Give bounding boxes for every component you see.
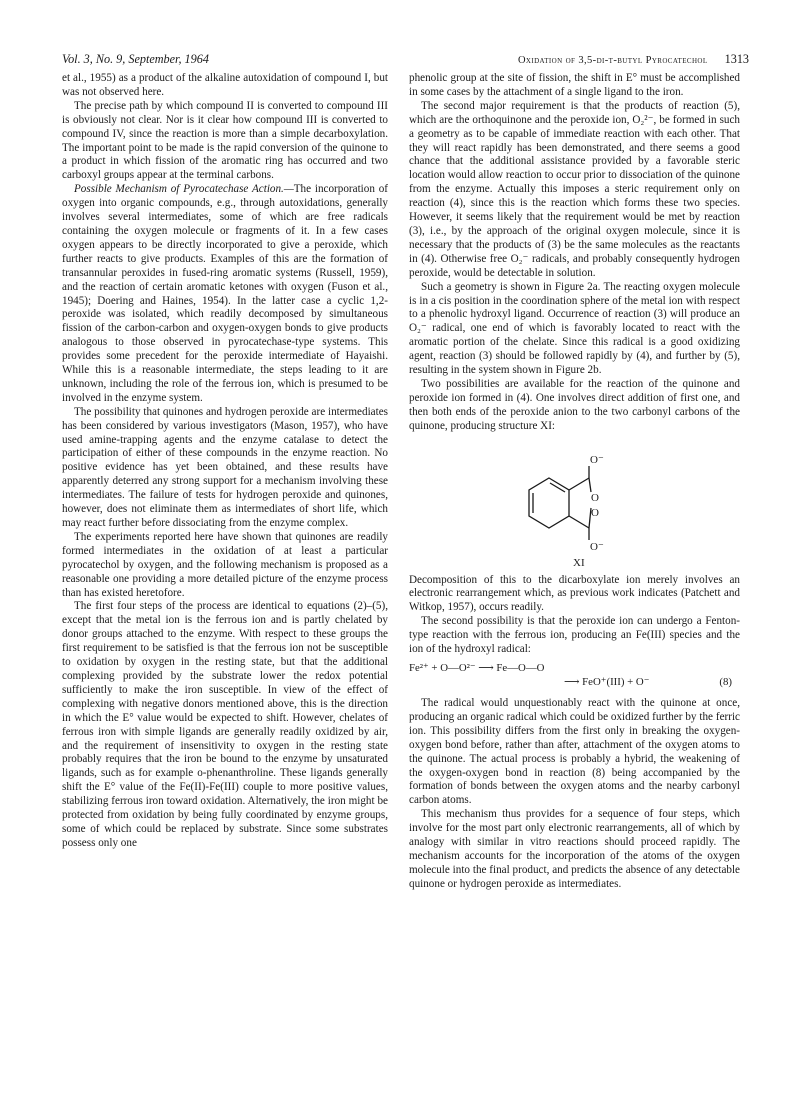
page-number: 1313	[724, 52, 749, 66]
paragraph: The experiments reported here have shown that quinones are readily formed intermediates in the oxidation of at least a particular pyrocatechol by oxygen, and the following mechanism is proposed as a reasonable one providing a more detailed picture of the enzyme process than has existed heretofore.	[62, 530, 388, 599]
right-column	[409, 72, 740, 892]
structure-xi-figure	[409, 438, 740, 570]
ring-oxygen-label: O	[591, 506, 599, 519]
equation-line: ⟶ FeO⁺(III) + O⁻	[564, 676, 650, 688]
paragraph: The possibility that quinones and hydrogen peroxide are intermediates has been considered by various investigators (Mason, 1957), who have used amine-trapping agents and the enzyme catalase to detect the participation of either of these compounds in the enzyme reaction. No positive evidence has yet been obtained, and these results have apparently deterred any strong support for a mechanism involving these intermediates. The failure of tests for hydrogen peroxide and quinones, however, does not eliminate them as intermediates of short life, which may react further before dissociating from the enzyme complex.	[62, 405, 388, 529]
running-header	[62, 52, 749, 70]
paragraph: The radical would unquestionably react with the quinone at once, producing an organic radical which could be oxidized further by the ferric ion. This possibility differs from the first only in breaking the oxygen-oxygen bond before, rather than after, attachment of the oxygen atoms to the quinone. The actual process is probably a hybrid, the weakening of the oxygen-oxygen bond in reaction (8) being accompanied by the formation of bonds between the oxygen atoms and the nearby carbonyl carbon atoms.	[409, 697, 740, 807]
paragraph: This mechanism thus provides for a sequence of four steps, which involve for the most part only electronic rearrangements, all of which by analogy with similar in vitro reactions should proceed rapidly. The mechanism accounts for the incorporation of the atoms of the oxygen molecule into the final product, and predicts the absence of any detectable quinone or hydrogen peroxide as intermediates.	[409, 808, 740, 890]
paragraph: Decomposition of this to the dicarboxylate ion merely involves an electronic rearrangement which, as previous work indicates (Patchett and Witkop, 1957), occurs readily.	[409, 573, 740, 614]
running-title: Oxidation of 3,5-di-t-butyl Pyrocatechol	[517, 55, 708, 66]
header-right	[518, 52, 749, 67]
paragraph-text: The incorporation of oxygen into organic compounds, e.g., through autoxidations, generally involves several intermediates, some of which are free radicals containing the oxygen molecule or fragments of it. In a few cases oxygen appears to be directly incorporated to give a peroxide, which further reacts to give products. Examples of this are the formation of transannular peroxides in fused-ring aromatic systems (Russell, 1959), and the reaction of certain aromatic ketones with oxygen (Fuson et al., 1945); Doering and Haines, 1954). In the latter case a cyclic 1,2-peroxide was isolated, which readily decomposed by simultaneous fission of the carbon-carbon and oxygen-oxygen bonds to give products analogous to those observed in pyrocatechase-type systems. This provides some precedent for the peroxide intermediate of Hayaishi. While this is a reasonable intermediate, the steps leading to it are unknown, including the role of the ferrous ion, which is presumed to be involved in the enzyme system.	[62, 183, 388, 404]
paragraph	[62, 183, 388, 406]
o-minus-top-label: O⁻	[590, 453, 604, 466]
paragraph: Such a geometry is shown in Figure 2a. The reacting oxygen molecule is in a cis position in the coordination sphere of the metal ion with respect to a phenolic hydroxyl ligand. Occurrence of reaction (3) will produce an O₂⁻ radical, one end of which is favorably located to react with the aromatic portion of the chelate. Since this radical is a good oxidizing agent, reaction (3) should be followed rapidly by (4), and further by (5), resulting in the system shown in Figure 2b.	[409, 280, 740, 377]
equation-line: Fe²⁺ + O—O²⁻ ⟶ Fe—O—O	[409, 662, 545, 674]
ring-oxygen-label: O	[591, 491, 599, 504]
paragraph: The first four steps of the process are identical to equations (2)–(5), except that the metal ion is the ferrous ion and is partly chelated by donor groups attached to the enzyme. With respect to these groups the first requirement to be satisfied is that the ferrous ion not be susceptible to oxidation by oxygen in the resting state, but that the additional complexing provided by the substrate lower the redox potential sufficiently to make the iron susceptible. In view of the effect of complexing with negative donors mentioned above, this is the direction in which the E° value would be expected to shift. However, chelates of ferrous iron with simple ligands are generally readily oxidized by air, and the requirement of insensitivity to oxygen in the resting state probably requires that the iron be bound to the enzyme by unsaturated ligands, such as for example o-phenanthroline. These ligands generally shift the E° value of the Fe(II)-Fe(III) couple to more positive values, stabilizing ferrous iron toward oxidation. Alternatively, the iron might be protected from oxidation by being fully coordinated by enzyme groups, some of which could be replaced by substrate. Since some substrates possess only one	[62, 600, 388, 849]
paragraph: The second possibility is that the peroxide ion can undergo a Fenton-type reaction with the ferrous ion, producing an Fe(III) species and the ion of the hydroxyl radical:	[409, 615, 740, 656]
paragraph: phenolic group at the site of fission, the shift in E° must be accomplished in some cases by the attachment of a single ligand to the iron.	[409, 72, 740, 98]
section-runin-heading: Possible Mechanism of Pyrocatechase Action.—	[74, 183, 294, 196]
o-minus-bottom-label: O⁻	[590, 540, 604, 553]
paragraph: et al., 1955) as a product of the alkaline autoxidation of compound I, but was not observed here.	[62, 72, 388, 98]
paragraph: The second major requirement is that the products of reaction (5), which are the orthoquinone and the peroxide ion, O₂²⁻, be formed in such a geometry as to be capable of immediate reaction with each other. That they will react rapidly has been demonstrated, and there seems a good chance that the additional assistance provided by a favorable steric location would allow reaction to occur prior to dissociation of the quinone from the enzyme. Actually this imposes a steric requirement only on reaction (4), since this is the reaction which forms these two species. However, it seems likely that the requirement would be met by reaction (3), i.e., by the approach of the original oxygen molecule, since it is necessary that the products of (3) be the same molecules as the reactants in (4). Otherwise free O₂⁻ radicals, and probably consequently hydrogen peroxide, would be detectable in solution.	[409, 99, 740, 279]
paragraph: Two possibilities are available for the reaction of the quinone and peroxide ion formed in (4). One involves direct addition of first one, and then both ends of the peroxide anion to the two carbonyl carbons of the quinone, producing structure XI:	[409, 377, 740, 432]
equation-number: (8)	[719, 676, 732, 688]
chemical-structure-xi	[517, 438, 637, 568]
left-column	[62, 72, 388, 851]
cyclohexadiene-ring	[529, 478, 569, 528]
structure-label: XI	[573, 556, 585, 568]
equation-8	[409, 661, 740, 691]
paragraph: The precise path by which compound II is converted to compound III is obviously not clear. Nor is it clear how compound III is converted to compound IV, since the reaction is more than a simple decarboxylation. The important point to be made is the rapid conversion of the quinone to a product in which fission of the aromatic ring has occurred and two carboxyl groups appear at the terminal carbons.	[62, 99, 388, 182]
journal-volume-info: Vol. 3, No. 9, September, 1964	[62, 52, 209, 66]
